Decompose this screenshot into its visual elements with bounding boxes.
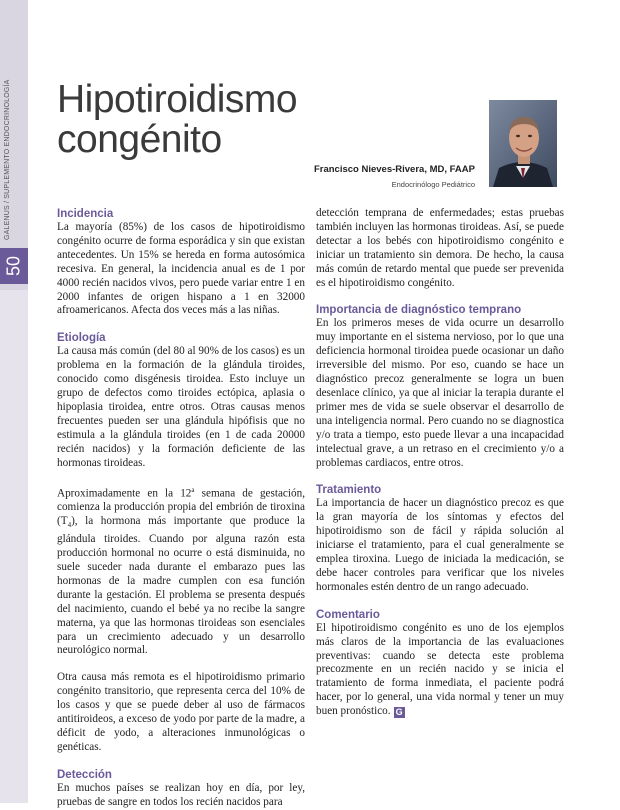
paragraph-tratamiento: La importancia de hacer un diagnóstico precoz es que la gran mayoría de los síntomas y efectos del hipotiroidismo son de fácil y rápida solución al iniciarse el tratamiento, para el cual generalmente se emplea tiroxina. Luego de iniciada la medicación, se debe hacer controles para verificar que los niveles hormonales estén dentro de un rango adecuado.: [316, 497, 564, 593]
heading-importancia: Importancia de diagnóstico temprano: [316, 304, 522, 317]
paragraph-comentario: El hipotiroidismo congénito es uno de los ejemplos más claros de la importancia de las evaluaciones preventivas: cuando se detecta este problema precozmente en un recién nacido y se inicia el tratamiento de forma inmediata, el paciente podrá hacer, por lo general, una vida normal y tener un muy buen pronóstico. G: [316, 621, 564, 718]
author-name: Francisco Nieves-Rivera, MD, FAAP: [313, 164, 475, 175]
author-role: Endocrinólogo Pediátrico: [391, 180, 475, 189]
heading-deteccion: Detección: [57, 768, 112, 781]
heading-etiologia: Etiología: [57, 332, 106, 345]
sidebar: [0, 0, 28, 803]
publication-label: GALENUS / SUPLEMENTO ENDOCRINOLOGÍA: [4, 79, 11, 240]
heading-comentario: Comentario: [316, 608, 380, 621]
page-number: 50: [3, 255, 24, 277]
paragraph-etiologia-2: Aproximadamente en la 12$^a$ semana de gestación, comienza la producción propia del embrión de tiroxina $(T_4)$, la hormona más importante que produce la glándula tiroides. Cuando por alguna razón esta producción hormonal no ocurre o está disminuida, no suele suceder nada durante el embarazo pues las hormonas de la madre cumplen con esa función durante la gestación. El problema se presenta después del nacimiento, cuando el bebé ya no recibe la sangre materna, ya que las hormonas tiroideas son esenciales para un crecimiento adecuado y un desarrollo neurológico normal.: [57, 485, 305, 657]
heading-incidencia: Incidencia: [57, 208, 114, 220]
paragraph-etiologia-1: La causa más común (del 80 al 90% de los casos) es un problema en la formación de la glándula tiroides, conocido como disgénesis tiroidea. Esto incluye un grupo de defectos como tiroides ectópica, aplasia o hipoplasia tiroidea, entre otros. Otras causas menos frecuentes pueden ser una glándula hipófisis que no estimula a la glándula tiroides (en 1 de cada 20000 recién nacidos) y la formación deficiente de las hormonas tiroideas.: [57, 345, 305, 469]
paragraph-importancia: En los primeros meses de vida ocurre un desarrollo muy importante en el sistema nervioso, por lo que una deficiencia hormonal tiroidea puede ocasionar un daño irreversible del mismo. Por eso, cuando se hace un diagnóstico precoz generalmente se logra un buen desenlace clínico, ya que al iniciar la terapia durante el primer mes de vida se suele observar el desarrollo de una inteligencia normal. Pero cuando no se diagnostica y/o trata a tiempo, esto puede llevar a una incapacidad intelectual grave, a un retraso en el crecimiento y/o a problemas cardiacos, entre otros.: [316, 317, 564, 469]
title-line-1: Hipotiroidismo: [57, 78, 298, 121]
column-left: [57, 207, 305, 810]
end-mark-icon: G: [395, 707, 403, 718]
title-line-2: congénito: [57, 118, 222, 161]
paragraph-deteccion-continued: detección temprana de enfermedades; estas pruebas también incluyen las hormonas tiroideas. Así, se puede detectar a los bebés con hipotiroidismo congénito e iniciar un tratamiento sin demora. De hecho, la causa más común de retardo mental que puede ser prevenida es el hipotiroidismo congénito.: [316, 207, 564, 289]
paragraph-etiologia-3: Otra causa más remota es el hipotiroidismo primario congénito transitorio, que representa cerca del 10% de los casos y que se puede deber al uso de fármacos antitiroideos, a exceso de yodo por parte de la madre, a déficit de yodo, a alteraciones inmunológicas o genéticas.: [57, 671, 305, 753]
paragraph-incidencia: La mayoría (85%) de los casos de hipotiroidismo congénito ocurre de forma esporádica y sin que existan antecedentes. Un 15% se hereda en forma autosómica recesiva. En general, la incidencia anual es de 1 por 4000 recién nacidos vivos, pero puede variar entre 1 en 2000 infantes de origen hispano a 1 en 32000 afroamericanos. Afecta dos veces más a las niñas.: [57, 221, 305, 317]
column-right: [316, 207, 564, 719]
article-title: [57, 80, 357, 160]
author-photo: [489, 100, 557, 187]
heading-tratamiento: Tratamiento: [316, 484, 382, 497]
author-portrait-icon: [489, 100, 557, 187]
paragraph-deteccion: En muchos países se realizan hoy en día, por ley, pruebas de sangre en todos los recién nacidos para: [57, 781, 305, 808]
